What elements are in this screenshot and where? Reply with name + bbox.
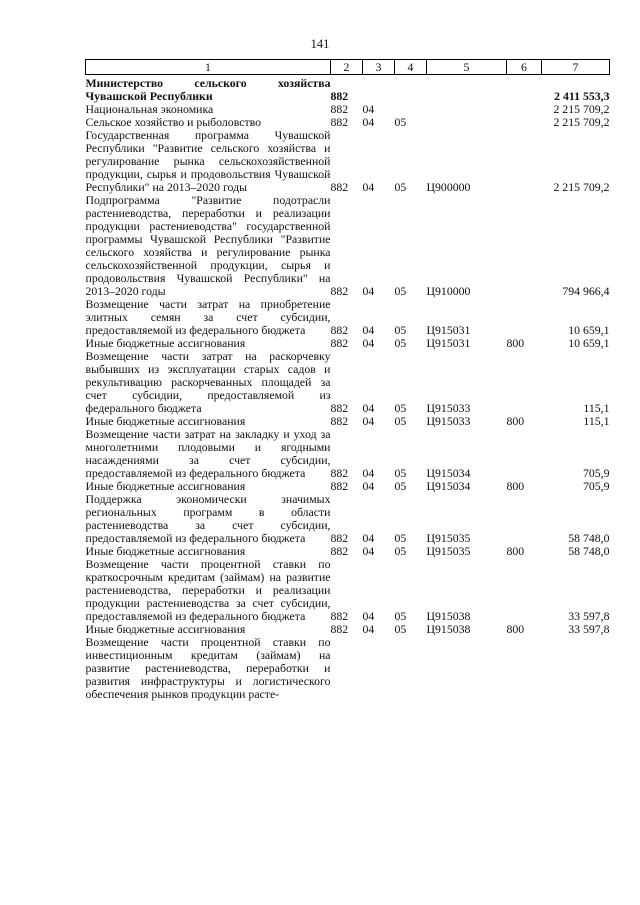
row-name: Возмещение части затрат на раскорчевку выбывших из эксплуатации старых садов и рекультивацию раскорчеванных площадей за счет субсидии, предоставляемой из федерального бюджета (85, 349, 331, 415)
amount: 2 215 709,2 (553, 102, 610, 116)
subsection-code: 05 (394, 115, 407, 129)
target-code (427, 103, 507, 116)
target-code: Ц915033 (426, 414, 471, 428)
section-code (363, 75, 395, 104)
target-code: Ц915031 (426, 323, 471, 337)
expense-type-code: 800 (506, 414, 525, 428)
ministry-code: 882 (330, 401, 349, 415)
row-name: Поддержка экономически значимых региональных программ в области растениеводства за счет субсидии, предоставляемой из федерального бюджета (85, 492, 331, 545)
ministry-code: 882 (330, 180, 349, 194)
ministry-code: 882 (330, 622, 349, 636)
row-name: Государственная программа Чувашской Республики "Развитие сельского хозяйства и регулирование рынка сельскохозяйственной продукции, сырья и продовольствия Чувашской Республики" на 2013–2020 годы (85, 128, 331, 194)
ministry-code: 882 (330, 89, 349, 103)
row-name: Национальная экономика (85, 102, 214, 116)
section-code: 04 (362, 401, 375, 415)
expense-type-code (507, 558, 542, 623)
amount: 58 748,0 (568, 531, 610, 545)
expense-type-code (507, 116, 542, 129)
budget-table (85, 59, 610, 701)
column-header: 2 (331, 60, 363, 75)
table-row (86, 75, 610, 104)
section-code: 04 (362, 466, 375, 480)
table-row (86, 636, 610, 701)
target-code: Ц915038 (426, 609, 471, 623)
row-name: Иные бюджетные ассигнования (85, 479, 246, 493)
expense-type-code (507, 350, 542, 415)
amount: 10 659,1 (568, 336, 610, 350)
target-code: Ц915034 (426, 466, 471, 480)
ministry-code: 882 (330, 531, 349, 545)
subsection-code: 05 (394, 479, 407, 493)
column-header: 6 (507, 60, 542, 75)
ministry-code: 882 (330, 102, 349, 116)
target-code: Ц915038 (426, 622, 471, 636)
subsection-code: 05 (394, 323, 407, 337)
subsection-code: 05 (394, 284, 407, 298)
row-name: Министерство сельского хозяйства Чувашской Республики (85, 76, 331, 103)
subsection-code: 05 (394, 609, 407, 623)
subsection-code: 05 (394, 180, 407, 194)
ministry-code: 882 (330, 414, 349, 428)
expense-type-code (507, 75, 542, 104)
amount: 115,1 (583, 414, 610, 428)
expense-type-code (507, 636, 542, 701)
amount: 115,1 (583, 401, 610, 415)
amount: 2 215 709,2 (553, 115, 610, 129)
amount: 33 597,8 (568, 609, 610, 623)
subsection-code: 05 (394, 544, 407, 558)
table-row (86, 350, 610, 415)
target-code (427, 75, 507, 104)
target-code: Ц900000 (426, 180, 471, 194)
expense-type-code: 800 (506, 544, 525, 558)
target-code: Ц915033 (426, 401, 471, 415)
column-header: 1 (86, 60, 331, 75)
amount: 2 411 553,3 (554, 89, 610, 103)
expense-type-code (507, 103, 542, 116)
subsection-code: 05 (394, 466, 407, 480)
table-row (86, 194, 610, 298)
column-header: 4 (395, 60, 427, 75)
ministry-code: 882 (330, 284, 349, 298)
ministry-code: 882 (330, 544, 349, 558)
expense-type-code (507, 194, 542, 298)
row-name: Возмещение части затрат на закладку и уход за многолетними плодовыми и ягодными насаждениями за счет субсидии, предоставляемой из федерального бюджета (85, 427, 331, 480)
amount: 794 966,4 (562, 284, 610, 298)
amount: 705,9 (582, 466, 610, 480)
amount: 33 597,8 (568, 622, 610, 636)
ministry-code: 882 (330, 323, 349, 337)
section-code: 04 (362, 102, 375, 116)
section-code: 04 (362, 609, 375, 623)
section-code: 04 (362, 544, 375, 558)
section-code: 04 (362, 531, 375, 545)
row-name: Иные бюджетные ассигнования (85, 336, 246, 350)
expense-type-code (507, 298, 542, 337)
subsection-code: 05 (394, 531, 407, 545)
section-code: 04 (362, 115, 375, 129)
ministry-code: 882 (330, 466, 349, 480)
amount: 705,9 (582, 479, 610, 493)
subsection-code: 05 (394, 336, 407, 350)
subsection-code: 05 (394, 414, 407, 428)
target-code: Ц915035 (426, 544, 471, 558)
column-header: 3 (363, 60, 395, 75)
row-name: Возмещение части затрат на приобретение элитных семян за счет субсидии, предоставляемой из федерального бюджета (85, 297, 331, 337)
expense-type-code: 800 (506, 336, 525, 350)
target-code: Ц915034 (426, 479, 471, 493)
section-code: 04 (362, 336, 375, 350)
section-code: 04 (362, 323, 375, 337)
target-code (427, 636, 507, 701)
row-name: Возмещение части процентной ставки по краткосрочным кредитам (займам) на развитие растениеводства, переработки и реализации продукции растениеводства за счет субсидии, предоставляемой из федерального бюджета (85, 557, 331, 623)
expense-type-code (507, 493, 542, 545)
subsection-code: 05 (394, 401, 407, 415)
expense-type-code: 800 (506, 622, 525, 636)
section-code: 04 (362, 180, 375, 194)
row-name: Возмещение части процентной ставки по инвестиционным кредитам (займам) на развитие растениеводства, переработки и развития инфраструктуры и логистического обеспечения рынков продукции расте- (85, 635, 331, 701)
expense-type-code (507, 129, 542, 194)
row-name: Иные бюджетные ассигнования (85, 414, 246, 428)
column-header: 7 (542, 60, 610, 75)
subsection-code (395, 636, 427, 701)
table-row (86, 558, 610, 623)
section-code: 04 (362, 284, 375, 298)
ministry-code: 882 (330, 336, 349, 350)
amount: 58 748,0 (568, 544, 610, 558)
row-name: Иные бюджетные ассигнования (85, 544, 246, 558)
table-row (86, 129, 610, 194)
section-code: 04 (362, 479, 375, 493)
table-row (86, 493, 610, 545)
table-header-row (86, 60, 610, 75)
table-row (86, 298, 610, 337)
section-code: 04 (362, 622, 375, 636)
ministry-code: 882 (330, 609, 349, 623)
amount: 10 659,1 (568, 323, 610, 337)
row-name: Сельское хозяйство и рыболовство (85, 115, 261, 129)
target-code: Ц915031 (426, 336, 471, 350)
ministry-code: 882 (330, 115, 349, 129)
section-code: 04 (362, 414, 375, 428)
target-code (427, 116, 507, 129)
target-code: Ц915035 (426, 531, 471, 545)
row-name: Иные бюджетные ассигнования (85, 622, 246, 636)
subsection-code (395, 75, 427, 104)
amount: 2 215 709,2 (553, 180, 610, 194)
expense-type-code (507, 428, 542, 480)
target-code: Ц910000 (426, 284, 471, 298)
section-code (363, 636, 395, 701)
amount (542, 636, 610, 701)
expense-type-code: 800 (506, 479, 525, 493)
ministry-code (331, 636, 363, 701)
row-name: Подпрограмма "Развитие подотрасли растениеводства, переработки и реализации продукции растениеводства" государственной программы Чувашской Республики "Развитие сельского хозяйства и регулирование рынка сельскохозяйственной продукции, сырья и продовольствия Чувашской Республики" на 2013–2020 годы (85, 193, 331, 298)
column-header: 5 (427, 60, 507, 75)
page-number: 141 (310, 37, 330, 51)
subsection-code: 05 (394, 622, 407, 636)
table-row (86, 428, 610, 480)
ministry-code: 882 (330, 479, 349, 493)
